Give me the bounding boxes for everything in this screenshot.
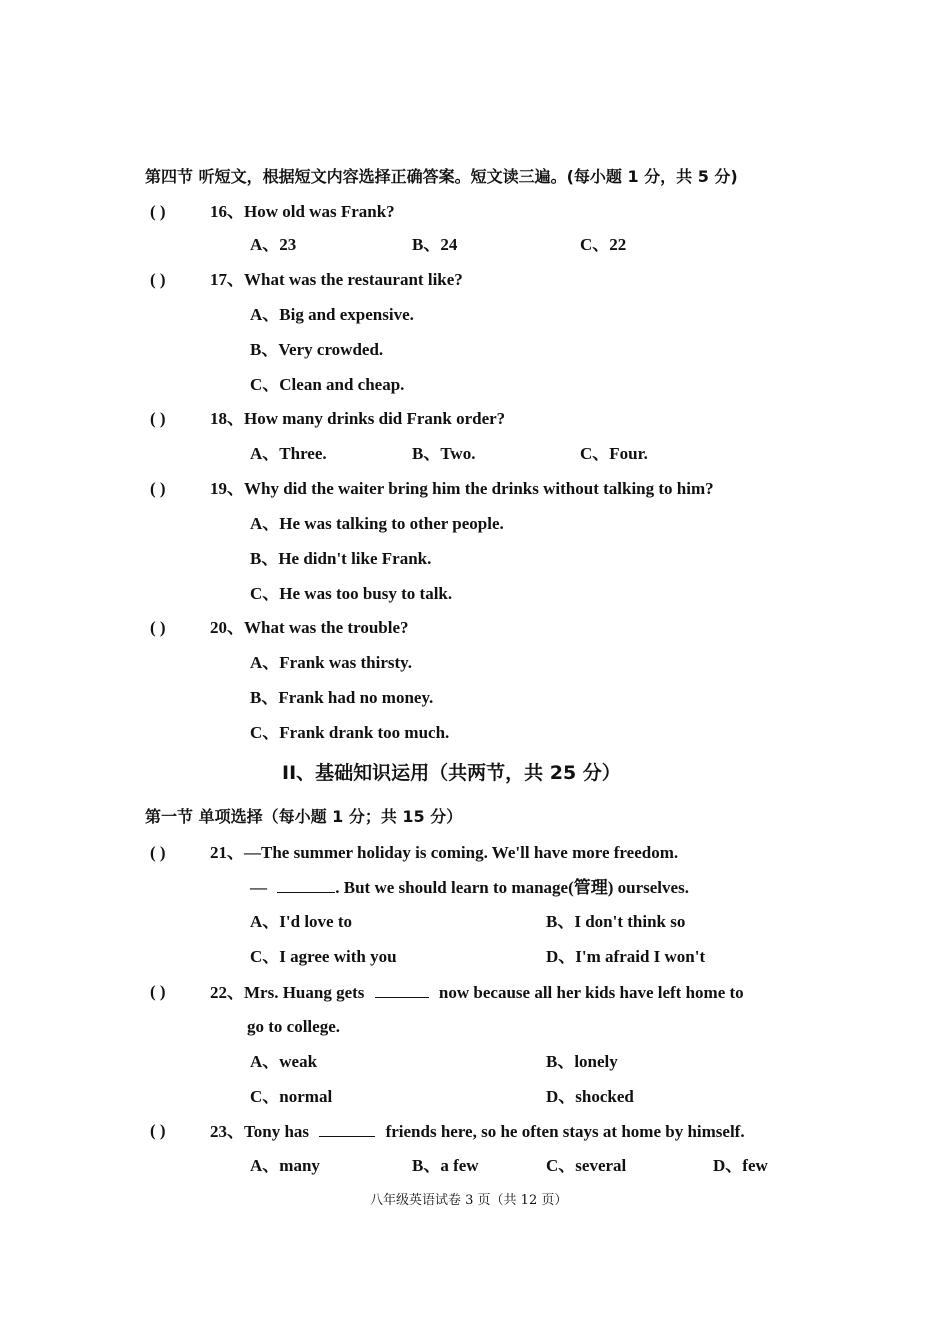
q21-blank [277, 876, 335, 893]
q16-option-a: A、23 [250, 235, 297, 254]
q16-option-c: C、22 [580, 235, 627, 254]
question-16-stem: 16、How old was Frank? [210, 202, 395, 221]
q22-stem-start: 22、Mrs. Huang gets [210, 983, 365, 1002]
q23-option-b: B、a few [412, 1156, 479, 1175]
q21-option-d: D、I'm afraid I won't [546, 947, 706, 966]
question-20-stem: 20、What was the trouble? [210, 618, 409, 637]
q21-option-a: A、I'd love to [250, 912, 352, 931]
question-17-stem: 17、What was the restaurant like? [210, 270, 463, 289]
question-21-stem: 21、—The summer holiday is coming. We'll have more freedom. [210, 843, 679, 862]
q23-stem-end: friends here, so he often stays at home by himself. [385, 1122, 745, 1141]
q17-option-c: C、Clean and cheap. [250, 375, 405, 394]
q22-option-d: D、shocked [546, 1087, 634, 1106]
page-footer: 八年级英语试卷 3 页（共 12 页） [370, 1193, 568, 1208]
answer-paren-22: ( ) [150, 982, 166, 1001]
q20-option-b: B、Frank had no money. [250, 688, 434, 707]
answer-paren-20: ( ) [150, 618, 166, 637]
section1-header: 第一节 单项选择（每小题 1 分；共 15 分） [145, 807, 463, 826]
q17-option-a: A、Big and expensive. [250, 305, 414, 324]
q18-option-a: A、Three. [250, 444, 327, 463]
q22-blank [375, 981, 429, 998]
q20-option-c: C、Frank drank too much. [250, 723, 450, 742]
answer-paren-21: ( ) [150, 843, 166, 862]
part2-title: II、基础知识运用（共两节，共 25 分） [282, 762, 621, 784]
question-22-stem [210, 981, 744, 1004]
answer-paren-18: ( ) [150, 409, 166, 428]
q22-option-a: A、weak [250, 1052, 318, 1071]
q19-option-c: C、He was too busy to talk. [250, 584, 453, 603]
q23-blank [319, 1120, 375, 1137]
question-21-line2 [250, 876, 689, 899]
q19-option-a: A、He was talking to other people. [250, 514, 504, 533]
question-23-stem [210, 1120, 745, 1143]
q23-option-d: D、few [713, 1156, 768, 1175]
answer-paren-23: ( ) [150, 1121, 166, 1140]
question-19-stem: 19、Why did the waiter bring him the drinks without talking to him? [210, 479, 714, 498]
q19-option-b: B、He didn't like Frank. [250, 549, 432, 568]
answer-paren-19: ( ) [150, 479, 166, 498]
q21-line2-text: . But we should learn to manage(管理) ourselves. [335, 878, 689, 897]
q20-option-a: A、Frank was thirsty. [250, 653, 412, 672]
q23-option-c: C、several [546, 1156, 627, 1175]
section4-header: 第四节 听短文，根据短文内容选择正确答案。短文读三遍。(每小题 1 分，共 5 分) [145, 167, 738, 186]
answer-paren-17: ( ) [150, 270, 166, 289]
q21-option-b: B、I don't think so [546, 912, 686, 931]
q22-stem-end: now because all her kids have left home to [438, 983, 744, 1002]
q22-option-b: B、lonely [546, 1052, 618, 1071]
q23-stem-start: 23、Tony has [210, 1122, 310, 1141]
q21-option-c: C、I agree with you [250, 947, 397, 966]
q22-option-c: C、normal [250, 1087, 333, 1106]
answer-paren-16: ( ) [150, 202, 166, 221]
question-18-stem: 18、How many drinks did Frank order? [210, 409, 506, 428]
question-22-stem-cont: go to college. [247, 1017, 340, 1036]
q16-option-b: B、24 [412, 235, 458, 254]
q17-option-b: B、Very crowded. [250, 340, 384, 359]
q18-option-b: B、Two. [412, 444, 476, 463]
q18-option-c: C、Four. [580, 444, 648, 463]
q23-option-a: A、many [250, 1156, 320, 1175]
q21-dash: — [250, 878, 267, 897]
